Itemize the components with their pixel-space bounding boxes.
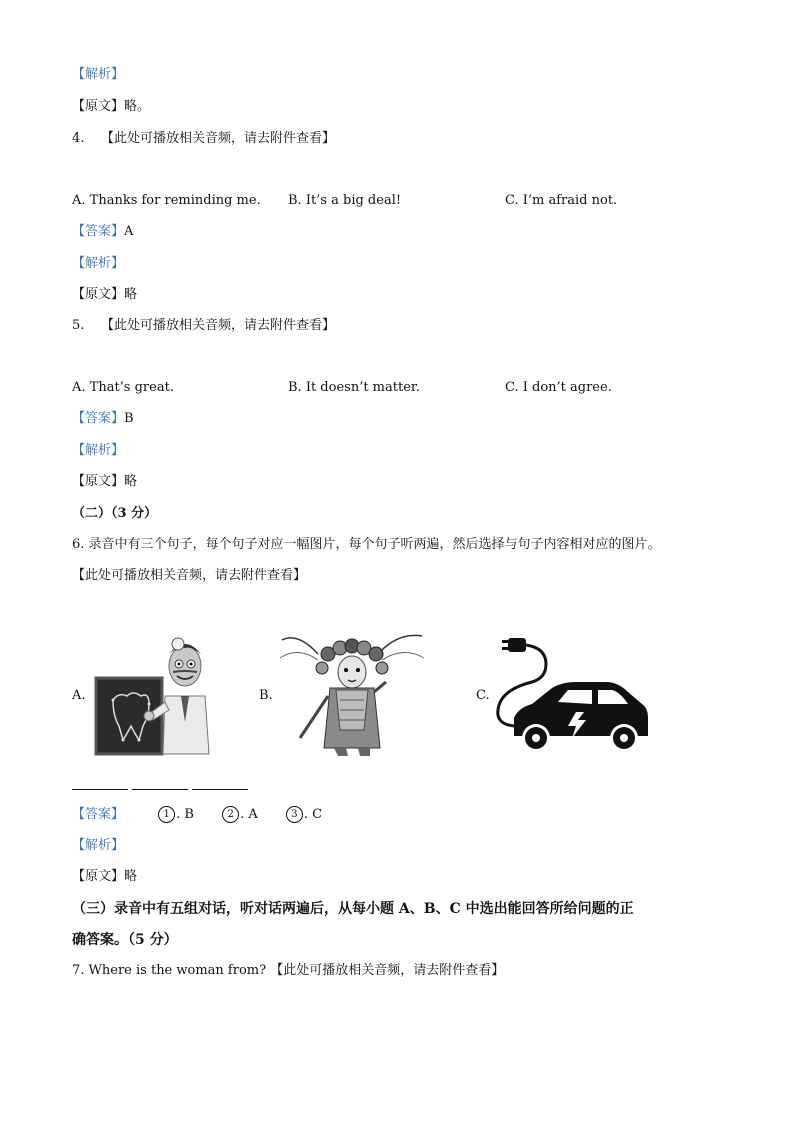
q4-option-a: A. Thanks for reminding me. xyxy=(72,193,261,208)
picture-b-label: B. xyxy=(259,688,273,703)
analysis-label: 【解析】 xyxy=(72,67,125,82)
q6-answer: 【答案】 1 . B 2 . A 3 . C xyxy=(72,807,323,822)
peking-opera-figure-icon xyxy=(278,630,426,758)
audio-placeholder: 【此处可播放相关音频，请去附件查看】 xyxy=(100,318,335,333)
q5-option-b: B. It doesn’t matter. xyxy=(288,380,420,395)
audio-placeholder: 【此处可播放相关音频，请去附件查看】 xyxy=(100,131,335,146)
q6-analysis-label: 【解析】 xyxy=(72,838,125,853)
dentist-tooth-xray-icon xyxy=(93,630,213,758)
circled-number-3: 3 xyxy=(286,806,303,823)
picture-c-label: C. xyxy=(476,688,490,703)
question-7: 7. Where is the woman from? 【此处可播放相关音频，请去附件查看】 xyxy=(72,963,505,978)
circled-number-1: 1 xyxy=(158,806,175,823)
answer-blank-2 xyxy=(132,789,188,790)
section-2-title: （二）（3 分） xyxy=(72,506,158,521)
q5-option-a: A. That’s great. xyxy=(72,380,174,395)
q6-audio-placeholder: 【此处可播放相关音频，请去附件查看】 xyxy=(72,568,307,583)
question-6-prompt: 6. 录音中有三个句子，每个句子对应一幅图片，每个句子听两遍，然后选择与句子内容相对应的图片。 xyxy=(72,537,661,552)
answer-blank-3 xyxy=(192,789,248,790)
transcript-line: 【原文】略。 xyxy=(72,99,151,114)
audio-placeholder: 【此处可播放相关音频，请去附件查看】 xyxy=(270,963,505,978)
q5-analysis-label: 【解析】 xyxy=(72,443,125,458)
q6-transcript: 【原文】略 xyxy=(72,869,138,884)
answer-blank-1 xyxy=(72,789,128,790)
section-3-title-line1: （三）录音中有五组对话，听对话两遍后，从每小题 A、B、C 中选出能回答所给问题的正 xyxy=(72,901,634,917)
electric-car-charging-icon xyxy=(494,632,650,760)
q4-answer: 【答案】A xyxy=(72,224,134,239)
question-4-header: 4. 【此处可播放相关音频，请去附件查看】 xyxy=(72,131,335,146)
q5-answer: 【答案】B xyxy=(72,411,134,426)
q4-transcript: 【原文】略 xyxy=(72,287,138,302)
q5-transcript: 【原文】略 xyxy=(72,474,138,489)
q4-option-c: C. I’m afraid not. xyxy=(505,193,618,208)
picture-a-label: A. xyxy=(72,688,86,703)
q4-option-b: B. It’s a big deal! xyxy=(288,193,402,208)
q5-option-c: C. I don’t agree. xyxy=(505,380,612,395)
circled-number-2: 2 xyxy=(222,806,239,823)
question-5-header: 5. 【此处可播放相关音频，请去附件查看】 xyxy=(72,318,335,333)
q4-analysis-label: 【解析】 xyxy=(72,256,125,271)
section-3-title-line2: 确答案。（5 分） xyxy=(72,932,178,948)
